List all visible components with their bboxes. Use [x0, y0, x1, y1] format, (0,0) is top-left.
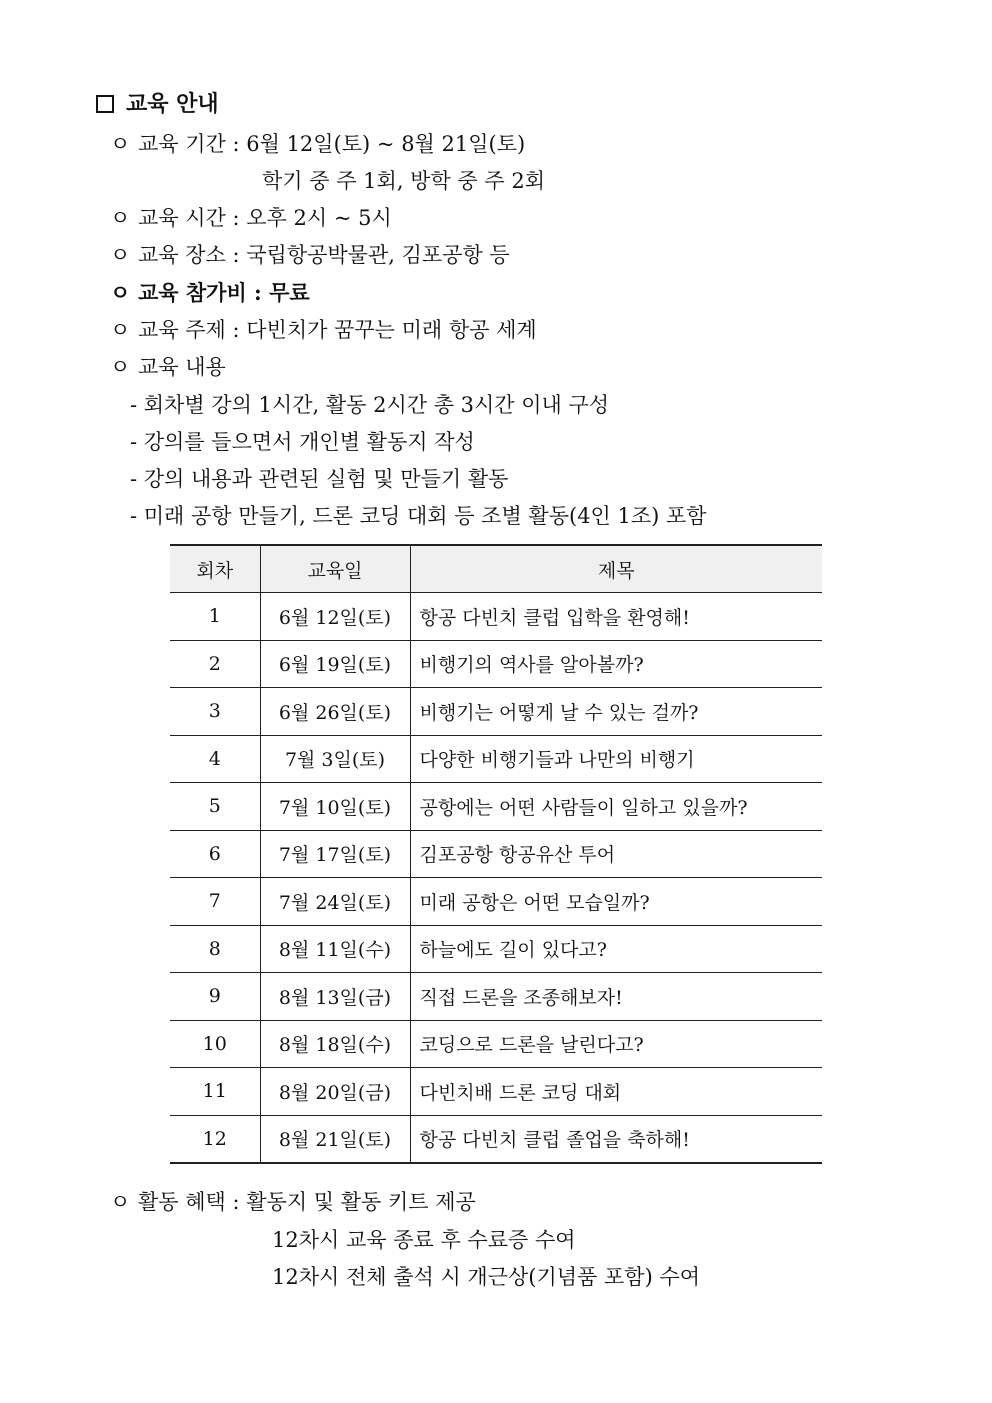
content-detail-3: - 강의 내용과 관련된 실험 및 만들기 활동 [130, 467, 509, 491]
benefit-detail-2: 12차시 전체 출석 시 개근상(기념품 포함) 수여 [272, 1265, 701, 1289]
content-detail-1: - 회차별 강의 1시간, 활동 2시간 총 3시간 이내 구성 [130, 393, 610, 417]
date-cell: 6월 12일(토) [260, 593, 410, 641]
time-item [110, 204, 392, 232]
content-item [110, 353, 226, 381]
session-cell: 6 [170, 830, 260, 878]
session-cell: 11 [170, 1068, 260, 1116]
fee-text: 교육 참가비 : 무료 [138, 280, 310, 305]
table-row [170, 1068, 822, 1116]
title-cell: 다빈치배 드론 코딩 대회 [410, 1068, 822, 1116]
table-row [170, 735, 822, 783]
title-cell: 직접 드론을 조종해보자! [410, 973, 822, 1021]
benefit-text: 활동 혜택 : 활동지 및 활동 키트 제공 [138, 1190, 476, 1214]
table-row [170, 830, 822, 878]
table-row [170, 688, 822, 736]
session-cell: 1 [170, 593, 260, 641]
bullet-icon: ㅇ [110, 206, 131, 230]
table-row [170, 925, 822, 973]
date-cell: 7월 3일(토) [260, 735, 410, 783]
date-cell: 8월 13일(금) [260, 973, 410, 1021]
date-cell: 6월 19일(토) [260, 640, 410, 688]
section-heading [96, 90, 219, 118]
title-cell: 미래 공항은 어떤 모습일까? [410, 878, 822, 926]
header-date: 교육일 [260, 545, 410, 593]
table-row [170, 783, 822, 831]
period-detail: 학기 중 주 1회, 방학 중 주 2회 [262, 169, 545, 193]
content-detail-2: - 강의를 들으면서 개인별 활동지 작성 [130, 430, 475, 454]
title-cell: 코딩으로 드론을 날린다고? [410, 1020, 822, 1068]
bullet-icon: ㅇ [110, 243, 131, 267]
table-row [170, 640, 822, 688]
bullet-icon: ㅇ [110, 318, 131, 342]
table-header-row [170, 545, 822, 593]
title-cell: 김포공항 항공유산 투어 [410, 830, 822, 878]
title-cell: 항공 다빈치 클럽 입학을 환영해! [410, 593, 822, 641]
date-cell: 7월 24일(토) [260, 878, 410, 926]
session-cell: 3 [170, 688, 260, 736]
table-row [170, 1020, 822, 1068]
place-item [110, 241, 510, 269]
fee-item [110, 279, 310, 307]
date-cell: 8월 21일(토) [260, 1115, 410, 1163]
time-text: 교육 시간 : 오후 2시 ~ 5시 [138, 206, 392, 230]
title-cell: 비행기의 역사를 알아볼까? [410, 640, 822, 688]
content-detail-4: - 미래 공항 만들기, 드론 코딩 대회 등 조별 활동(4인 1조) 포함 [130, 504, 707, 528]
bullet-icon: ㅇ [110, 132, 131, 156]
bullet-icon: ㅇ [110, 1190, 131, 1214]
date-cell: 7월 10일(토) [260, 783, 410, 831]
content-text: 교육 내용 [138, 355, 226, 379]
bullet-icon: ㅇ [110, 355, 131, 379]
date-cell: 8월 20일(금) [260, 1068, 410, 1116]
period-text: 교육 기간 : 6월 12일(토) ~ 8월 21일(토) [138, 132, 526, 156]
theme-item [110, 316, 537, 344]
session-cell: 2 [170, 640, 260, 688]
date-cell: 6월 26일(토) [260, 688, 410, 736]
session-cell: 12 [170, 1115, 260, 1163]
header-title: 제목 [410, 545, 822, 593]
benefit-item [110, 1188, 476, 1216]
table-row [170, 878, 822, 926]
bullet-icon: ㅇ [110, 280, 131, 305]
table-row [170, 973, 822, 1021]
title-cell: 공항에는 어떤 사람들이 일하고 있을까? [410, 783, 822, 831]
benefit-detail-1: 12차시 교육 종료 후 수료증 수여 [272, 1228, 576, 1252]
session-cell: 9 [170, 973, 260, 1021]
date-cell: 8월 11일(수) [260, 925, 410, 973]
table-row [170, 593, 822, 641]
section-heading-text: 교육 안내 [126, 91, 219, 117]
header-session: 회차 [170, 545, 260, 593]
table-row [170, 1115, 822, 1163]
theme-text: 교육 주제 : 다빈치가 꿈꾸는 미래 항공 세계 [138, 318, 537, 342]
period-item [110, 130, 525, 158]
session-cell: 10 [170, 1020, 260, 1068]
title-cell: 하늘에도 길이 있다고? [410, 925, 822, 973]
session-cell: 7 [170, 878, 260, 926]
date-cell: 8월 18일(수) [260, 1020, 410, 1068]
title-cell: 항공 다빈치 클럽 졸업을 축하해! [410, 1115, 822, 1163]
title-cell: 비행기는 어떻게 날 수 있는 걸까? [410, 688, 822, 736]
session-cell: 4 [170, 735, 260, 783]
checkbox-square-icon [96, 95, 114, 113]
title-cell: 다양한 비행기들과 나만의 비행기 [410, 735, 822, 783]
session-cell: 8 [170, 925, 260, 973]
session-cell: 5 [170, 783, 260, 831]
date-cell: 7월 17일(토) [260, 830, 410, 878]
schedule-table [170, 544, 822, 1164]
place-text: 교육 장소 : 국립항공박물관, 김포공항 등 [138, 243, 510, 267]
